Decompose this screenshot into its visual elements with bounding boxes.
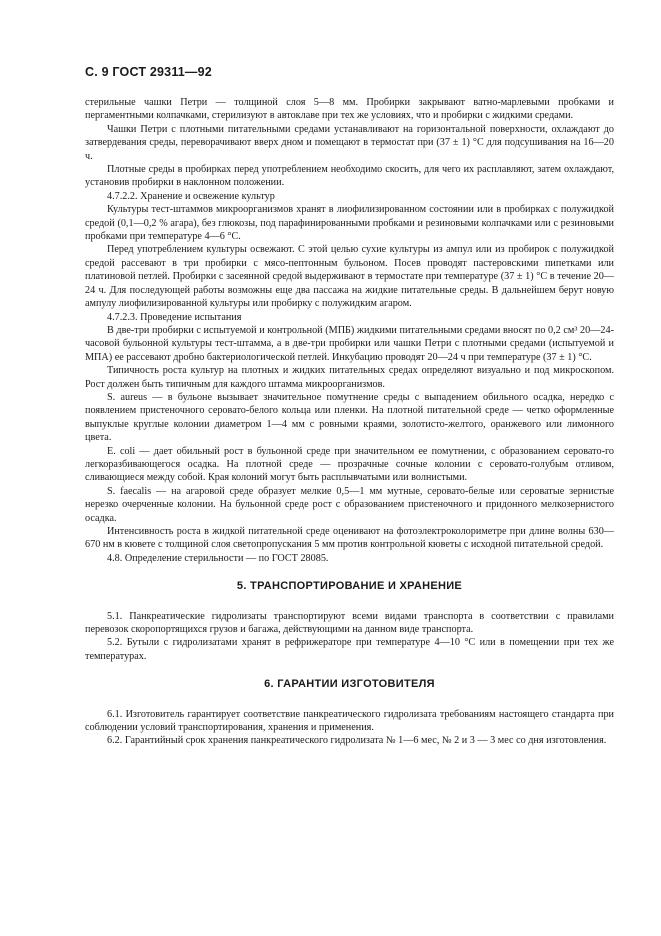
paragraph: Культуры тест-штаммов микроорганизмов хранят в лиофилизированном состоянии или в пробирках с полужидкой средой (0,1—0,2 % агара), без глюкозы, под парафинированными пробками и резиновыми колпачками или с резиновыми пробками при температуре 4—6 °С. (85, 204, 614, 243)
paragraph: 4.8. Определение стерильности — по ГОСТ 28085. (107, 552, 329, 564)
paragraph: В две-три пробирки с испытуемой и контрольной (МПБ) жидкими питательными средами вносят по 0,2 см³ 20—24-часовой бульонной культуры тест-штамма, а в две-три пробирки или чашки Петри с плотными средами (испытуемой и МПА) ее рассевают дробно бактериологической петлей. Инкубацию проводят 20—24 ч при температуре (37 ± 1) °С. (85, 324, 614, 363)
paragraph: S. aureus — в бульоне вызывает значительное помутнение среды с выпадением обильного осадка, нередко с появлением пристеночного серовато-белого кольца или пленки. На плотной питательной среде — четко оформленные выпуклые круглые колонии диаметром 1—4 мм с ровными краями, золотисто-желтого, оранжевого или лимонного цвета. (85, 391, 614, 444)
paragraph: Интенсивность роста в жидкой питательной среде оценивают на фотоэлектроколориметре при длине волны 630—670 нм в кювете с толщиной слоя светопропускания 5 мм против контрольной кюветы с исходной питательной средой. (85, 526, 614, 551)
paragraph: E. coli — дает обильный рост в бульонной среде при значительном ее помутнении, с образованием серовато-го легкоразбивающегося осадка. На плотной среде — прозрачные сочные колонии с серовато-голубым отливом, сливающиеся между собой. Края колоний могут быть расплывчатыми или волнистыми. (85, 445, 614, 484)
subsection-heading: 4.7.2.2. Хранение и освежение культур (107, 190, 275, 202)
document-body (85, 96, 614, 748)
paragraph: Типичность роста культур на плотных и жидких питательных средах определяют визуально и под микроскопом. Рост должен быть типичным для каждого штамма микроорганизмов. (85, 365, 614, 390)
paragraph: S. faecalis — на агаровой среде образует мелкие 0,5—1 мм мутные, серовато-белые или сероватые зернистые нерезко очерченные колонии. На бульонной среде рост с образованием пристеночного и придонного мелкозернистого осадка. (85, 485, 614, 524)
page-header: С. 9 ГОСТ 29311—92 (85, 65, 212, 79)
paragraph: 6.2. Гарантийный срок хранения панкреатического гидролизата № 1—6 мес, № 2 и 3 — 3 мес со дня изготовления. (107, 735, 607, 747)
paragraph: Перед употреблением культуры освежают. С этой целью сухие культуры из ампул или из пробирок с полужидкой средой рассевают в три пробирки с мясо-пептонным бульоном. Посев проводят пастеровскими пипетками или платиновой петлей. Пробирки с засеянной средой выдерживают в термостате при температуре (37 ± 1) °С в течение 20—24 ч. Для последующей работы возможны еще два пассажа на жидкие питательные среды. В дальнейшем берут новую ампулу лиофилизированной культуры или пробирку с полужидким агаром. (85, 244, 614, 310)
paragraph: Плотные среды в пробирках перед употреблением необходимо скосить, для чего их расплавляют, затем охлаждают, установив пробирки в наклонном положении. (85, 164, 614, 189)
section-title: 5. ТРАНСПОРТИРОВАНИЕ И ХРАНЕНИЕ (236, 580, 463, 593)
subsection-heading: 4.7.2.3. Проведение испытания (107, 311, 242, 323)
paragraph: 5.2. Бутыли с гидролизатами хранят в рефрижераторе при температуре 4—10 °С или в помещении при тех же температурах. (85, 637, 614, 662)
paragraph: Чашки Петри с плотными питательными средами устанавливают на горизонтальной поверхности, охлаждают до затвердевания среды, переворачивают вверх дном и помещают в термостат при (37 ± 1) °С для подсушивания на 16—20 ч. (85, 123, 614, 162)
section-title: 6. ГАРАНТИИ ИЗГОТОВИТЕЛЯ (264, 678, 435, 691)
paragraph: 5.1. Панкреатические гидролизаты транспортируют всеми видами транспорта в соответствии с правилами перевозок скоропортящихся грузов и багажа, действующими на данном виде транспорта. (85, 610, 614, 636)
paragraph: 6.1. Изготовитель гарантирует соответствие панкреатического гидролизата требованиям настоящего стандарта при соблюдении условий транспортирования, хранения и применения. (85, 708, 614, 734)
paragraph: стерильные чашки Петри — толщиной слоя 5—8 мм. Пробирки закрывают ватно-марлевыми пробками и пергаментными колпачками, стерилизуют в автоклаве при тех же условиях, что и пробирки с жидкими средами. (85, 97, 614, 122)
